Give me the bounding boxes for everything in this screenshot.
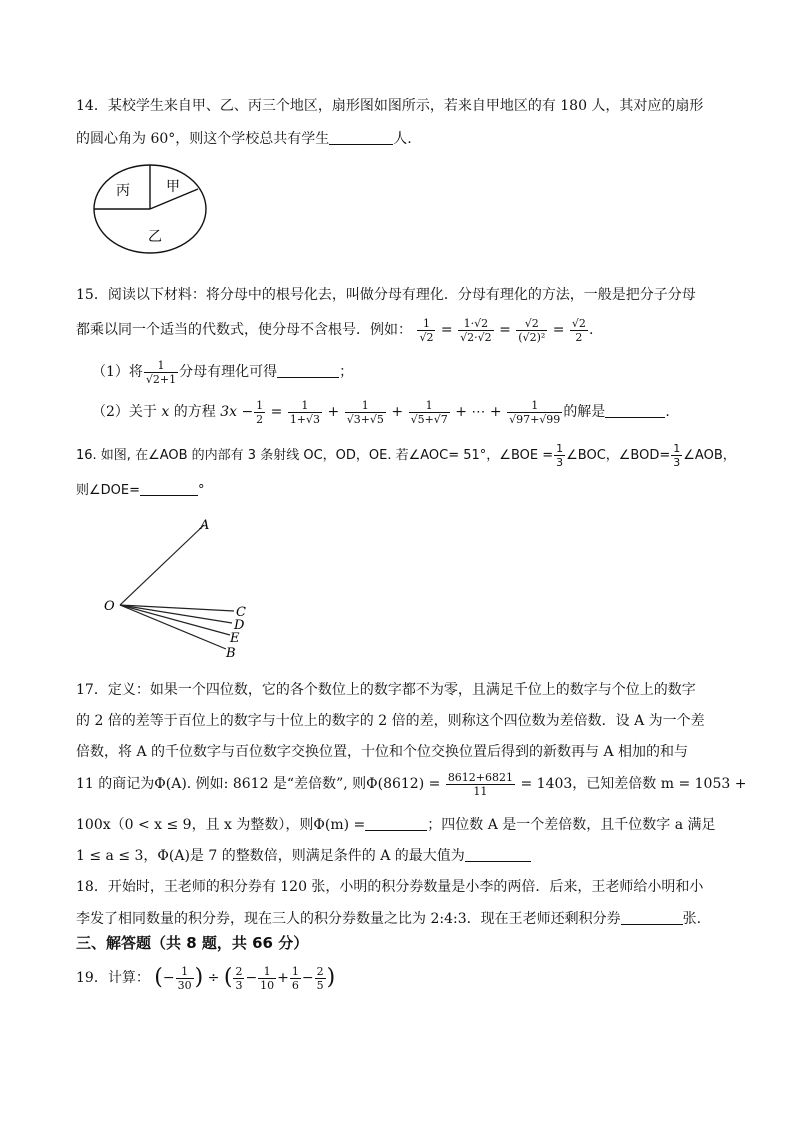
q16-angle-figure bbox=[100, 515, 260, 665]
q18-text-b: 张. bbox=[682, 911, 702, 927]
q17-text-c: 100x（0 < x ≤ 9，且 x 为整数），则Φ(m) = bbox=[76, 817, 366, 833]
q19-op2: + bbox=[277, 970, 289, 986]
q15-p2-term2: $\frac{1}{√3+√5}$ bbox=[346, 398, 384, 426]
ray-oa bbox=[120, 525, 204, 605]
q19-paren-close2: ) bbox=[326, 965, 336, 990]
q17-line4 bbox=[76, 770, 746, 798]
q19-frac-d: $\frac{1}{6}$ bbox=[291, 964, 299, 992]
q19-paren-open2: ( bbox=[223, 965, 233, 990]
q15-p1-text-c: ； bbox=[339, 364, 354, 380]
q19-label: 19．计算： bbox=[76, 970, 150, 986]
pie-label-yi: 乙 bbox=[148, 229, 162, 245]
q17-answer-blank2[interactable] bbox=[465, 847, 531, 862]
ray-ob bbox=[120, 605, 226, 649]
q18-line2 bbox=[76, 909, 701, 929]
q16-text-a: 16. 如图, 在∠AOB 的内部有 3 条射线 OC，OD，OE. 若∠AOC= 51°，∠BOE = bbox=[76, 448, 554, 463]
q16-answer-blank[interactable] bbox=[140, 481, 198, 496]
q15-line2: 都乘以同一个适当的代数式，使分母不含根号．例如： $\frac{1}{√2}$ = $\frac{1\cdot√2}{√2\cdot√2}$ = $\frac{√2}{\text{(√2)²}}$ = $\frac{√2}{2}$ . bbox=[76, 316, 594, 344]
q15-p1-frac: $\frac{1}{√2+1}$ bbox=[145, 358, 177, 386]
label-b: B bbox=[226, 646, 236, 661]
label-o: O bbox=[104, 599, 115, 614]
q14-answer-blank[interactable] bbox=[329, 130, 393, 145]
q19-op3: − bbox=[301, 970, 314, 986]
q17-answer-blank1[interactable] bbox=[365, 816, 427, 831]
q14-text-b: 人. bbox=[393, 131, 412, 147]
section-3-title: 三、解答题（共 8 题，共 66 分） bbox=[76, 934, 309, 952]
q19-minus: − bbox=[162, 970, 175, 986]
q19-paren-open1: ( bbox=[154, 965, 163, 990]
q19-line bbox=[76, 963, 335, 993]
q15-ex-frac4: $\frac{√2}{2}$ bbox=[571, 316, 586, 344]
q17-line3: 倍数，将 A 的千位数字与百位数字交换位置，十位和个位交换位置后得到的新数再与 A 相加的和与 bbox=[76, 744, 689, 760]
q17-line6 bbox=[76, 846, 531, 866]
q16-frac2: $\frac{1}{3}$ bbox=[673, 442, 681, 469]
q19-frac-e: $\frac{2}{5}$ bbox=[316, 964, 324, 992]
q14-line2 bbox=[76, 129, 412, 149]
q17-text-b: = 1403，已知差倍数 m = 1053 + bbox=[520, 776, 747, 792]
label-d: D bbox=[234, 618, 245, 633]
q19-frac-c: $\frac{1}{10}$ bbox=[260, 964, 275, 992]
q17-line1: 17．定义：如果一个四位数，它的各个数位上的数字都不为零，且满足千位上的数字与个位上的数字 bbox=[76, 682, 696, 698]
q19-op1: − bbox=[245, 970, 258, 986]
q17-text-e: 1 ≤ a ≤ 3，Φ(A)是 7 的整数倍，则满足条件的 A 的最大值为 bbox=[76, 848, 465, 864]
q18-text-a: 李发了相同数量的积分券，现在三人的积分券数量之比为 2:4:3．现在王老师还剩积分券 bbox=[76, 911, 621, 927]
q15-p2-text-b: 的方程 bbox=[173, 404, 216, 420]
q19-frac-b: $\frac{2}{3}$ bbox=[235, 964, 243, 992]
q16-line2 bbox=[76, 481, 205, 501]
q16-text-b: ∠BOC，∠BOD= bbox=[566, 448, 671, 463]
q15-p1-answer-blank[interactable] bbox=[277, 363, 339, 378]
q16-text-c: ∠AOB， bbox=[683, 448, 736, 463]
q19-paren-close1: ) bbox=[194, 965, 204, 990]
q16-frac1: $\frac{1}{3}$ bbox=[556, 442, 564, 469]
q15-p2-term3: $\frac{1}{√5+√7}$ bbox=[410, 398, 448, 426]
q15-line1: 15．阅读以下材料：将分母中的根号化去，叫做分母有理化．分母有理化的方法，一般是把分子分母 bbox=[76, 287, 696, 303]
pie-label-bing: 丙 bbox=[116, 183, 130, 199]
q15-p1-text-a: （1）将 bbox=[92, 364, 143, 380]
q19-div: ÷ bbox=[207, 970, 220, 986]
label-e: E bbox=[230, 631, 240, 646]
label-a: A bbox=[200, 518, 210, 533]
q15-ex-frac1: $\frac{1}{√2}$ bbox=[419, 316, 434, 344]
q16-line1 bbox=[76, 442, 736, 470]
label-c: C bbox=[236, 605, 246, 620]
q15-p2-text-d: . bbox=[665, 404, 670, 420]
q18-answer-blank[interactable] bbox=[621, 910, 683, 925]
q15-part2: （2）关于 x 的方程 3x − $\frac{1}{2}$ = $\frac{1}{1+√3}$ + $\frac{1}{√3+√5}$ + $\frac{1}{√5+√7}$ + ⋯ + $\frac{1}{√97+√99}$ 的解是 . bbox=[92, 398, 670, 426]
q16-text-e: ° bbox=[198, 483, 205, 498]
q15-p2-half: $\frac{1}{2}$ bbox=[256, 398, 264, 426]
q17-text-d: ；四位数 A 是一个差倍数，且千位数字 a 满足 bbox=[427, 817, 716, 833]
q15-part1 bbox=[92, 358, 353, 386]
q16-text-d: 则∠DOE= bbox=[76, 483, 141, 498]
q17-frac: $\frac{8612+6821}{11}$ bbox=[447, 770, 514, 798]
q15-p2-eq: 3x − bbox=[220, 404, 254, 420]
pie-label-jia: 甲 bbox=[166, 179, 180, 195]
q14-pie-chart bbox=[92, 163, 210, 255]
q17-line5 bbox=[76, 815, 716, 835]
q15-p2-answer-blank[interactable] bbox=[605, 403, 665, 418]
q17-line2: 的 2 倍的差等于百位上的数字与十位上的数字的 2 倍的差，则称这个四位数为差倍数．设 A 为一个差 bbox=[76, 713, 705, 729]
q15-p2-term1: $\frac{1}{1+√3}$ bbox=[289, 398, 321, 426]
q14-line1: 14．某校学生来自甲、乙、丙三个地区，扇形图如图所示，若来自甲地区的有 180 人，其对应的扇形 bbox=[76, 98, 704, 114]
q18-line1: 18．开始时，王老师的积分券有 120 张，小明的积分券数量是小李的两倍．后来，王老师给小明和小 bbox=[76, 879, 704, 895]
q17-text-a: 11 的商记为Φ(A). 例如: 8612 是“差倍数”, 则Φ(8612) = bbox=[76, 776, 441, 792]
q15-p2-text-a: （2）关于 bbox=[92, 404, 157, 420]
q15-ex-frac3: $\frac{√2}{\text{(√2)²}}$ bbox=[518, 316, 546, 344]
q15-line2-text: 都乘以同一个适当的代数式，使分母不含根号．例如： bbox=[76, 322, 412, 338]
q15-ex-frac2: $\frac{1\cdot√2}{√2\cdot√2}$ bbox=[460, 316, 492, 344]
q15-p2-text-c: 的解是 bbox=[563, 404, 606, 420]
q14-text-a: 的圆心角为 60°，则这个学校总共有学生 bbox=[76, 131, 330, 147]
q19-frac-a: $\frac{1}{30}$ bbox=[177, 964, 192, 992]
q15-p2-term4: $\frac{1}{√97+√99}$ bbox=[509, 398, 561, 426]
q15-p2-dots: + ⋯ + bbox=[455, 404, 502, 420]
q15-p1-text-b: 分母有理化可得 bbox=[179, 364, 278, 380]
q15-p2-var-x: x bbox=[161, 404, 170, 420]
